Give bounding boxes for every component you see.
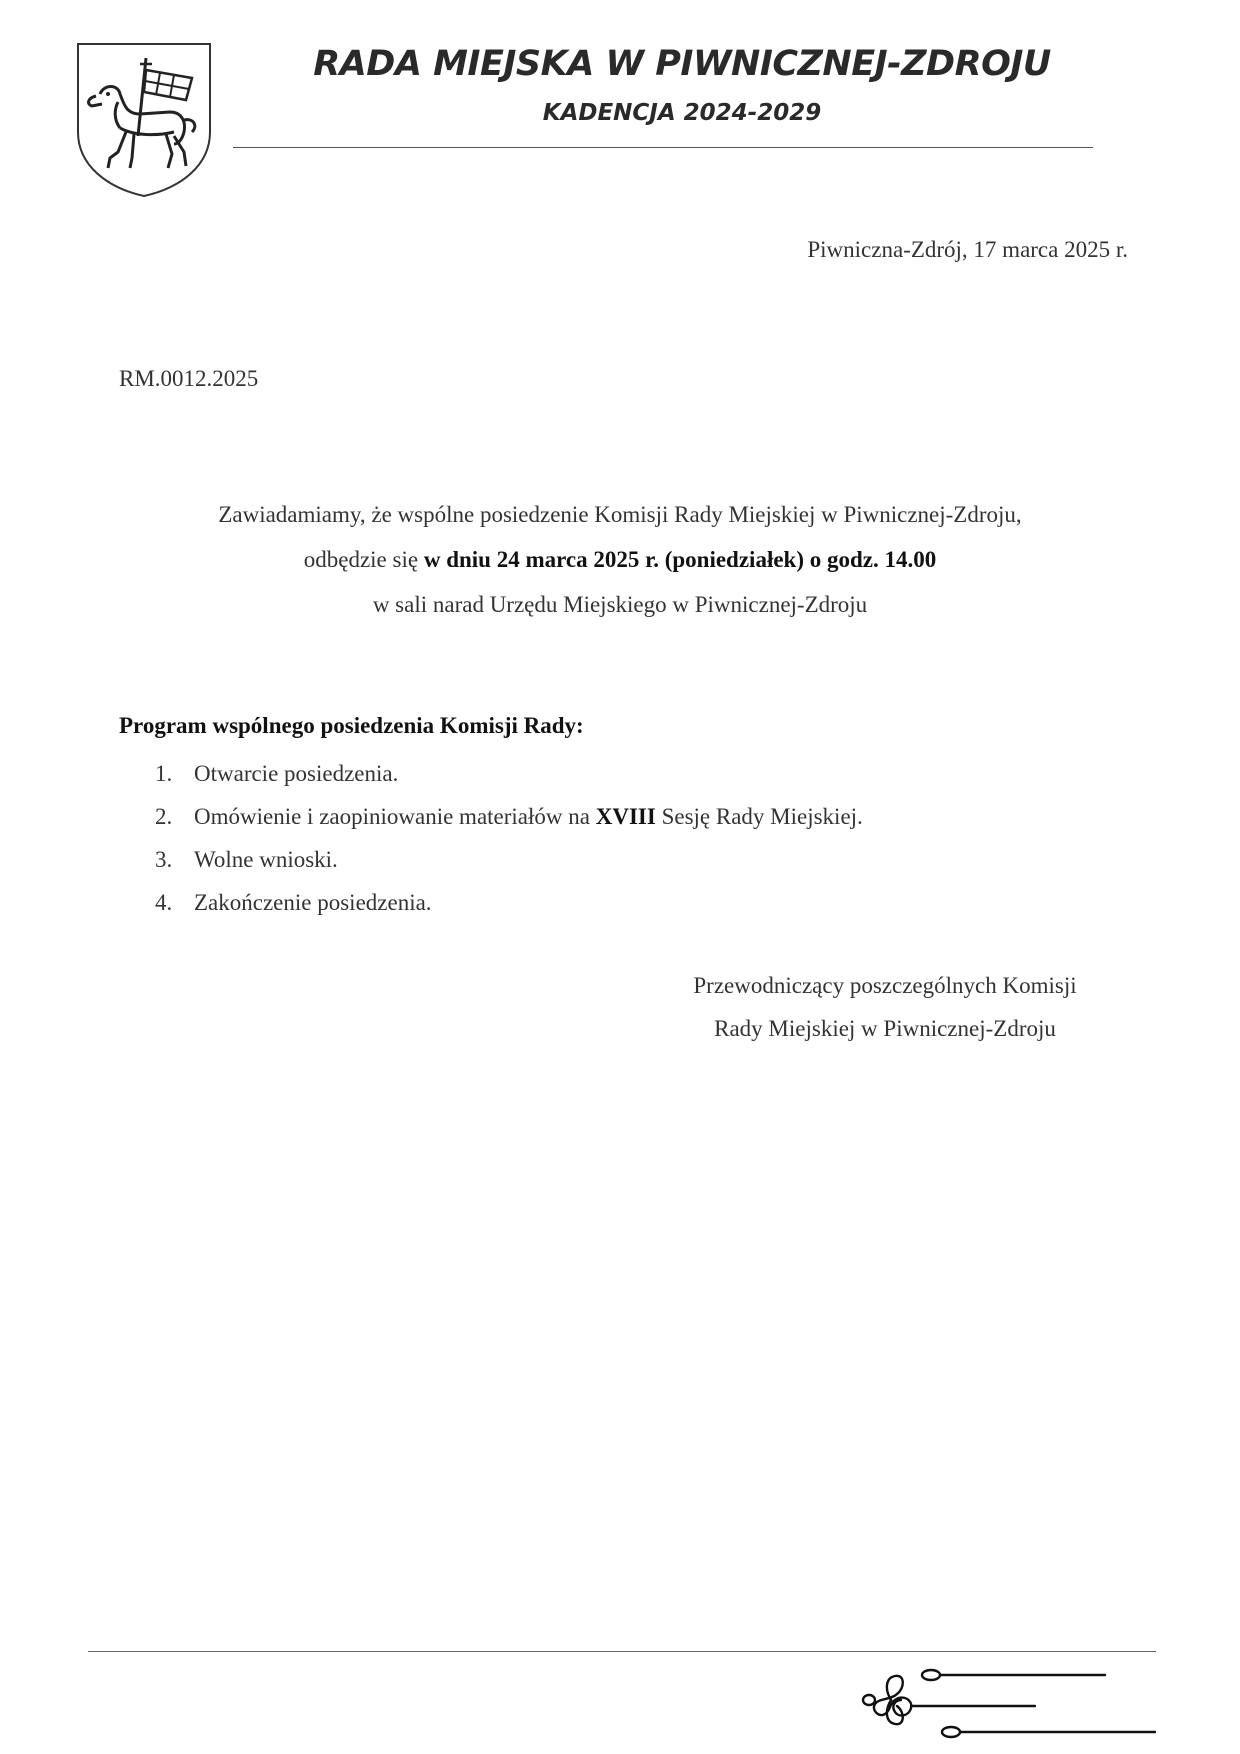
agenda-item: [155, 881, 863, 924]
agenda-item-text: Omówienie i zaopiniowanie materiałów na: [194, 804, 596, 829]
decorative-knot-lines-icon: [855, 1660, 1165, 1740]
agenda-list: [155, 752, 863, 924]
notice-line-1: Zawiadamiamy, że wspólne posiedzenie Komisji Rady Miejskiej w Piwnicznej-Zdroju,: [218, 502, 1022, 527]
agenda-item-number: 3.: [155, 847, 173, 872]
reference-number: RM.0012.2025: [119, 366, 259, 391]
notice-line-2: [0, 537, 1240, 582]
council-title: RADA MIEJSKA W PIWNICZNEJ-ZDROJU: [313, 44, 1051, 84]
agenda-item-text-suffix: Sesję Rady Miejskiej.: [655, 804, 863, 829]
agenda-item-number: 1.: [155, 761, 173, 786]
footer-divider: [88, 1651, 1156, 1652]
agenda-item: [155, 752, 863, 795]
agenda-item-text: Otwarcie posiedzenia.: [194, 761, 399, 786]
term-subtitle: KADENCJA 2024-2029: [542, 100, 822, 126]
notice-line-3: w sali narad Urzędu Miejskiego w Piwnicznej-Zdroju: [372, 592, 868, 617]
notice-line-2-prefix: odbędzie się: [303, 547, 424, 572]
agenda-item: [155, 838, 863, 881]
signature-block: [620, 964, 1150, 1050]
agenda-item-number: 4.: [155, 890, 173, 915]
session-number: XVIII: [595, 804, 656, 829]
agenda-item: [155, 795, 863, 838]
meeting-datetime: w dniu 24 marca 2025 r. (poniedziałek) o godz. 14.00: [423, 547, 937, 572]
signature-line-2: Rady Miejskiej w Piwnicznej-Zdroju: [714, 1016, 1056, 1041]
signature-line-1: Przewodniczący poszczególnych Komisji: [693, 973, 1077, 998]
agenda-item-text: Zakończenie posiedzenia.: [194, 890, 432, 915]
meeting-notice: [0, 492, 1240, 627]
place-and-date: Piwniczna-Zdrój, 17 marca 2025 r.: [807, 237, 1128, 262]
agenda-heading: Program wspólnego posiedzenia Komisji Rady:: [119, 713, 584, 738]
header-divider: [233, 147, 1093, 148]
agenda-item-number: 2.: [155, 804, 173, 829]
agenda-item-text: Wolne wnioski.: [194, 847, 338, 872]
coat-of-arms-icon: [74, 40, 214, 198]
